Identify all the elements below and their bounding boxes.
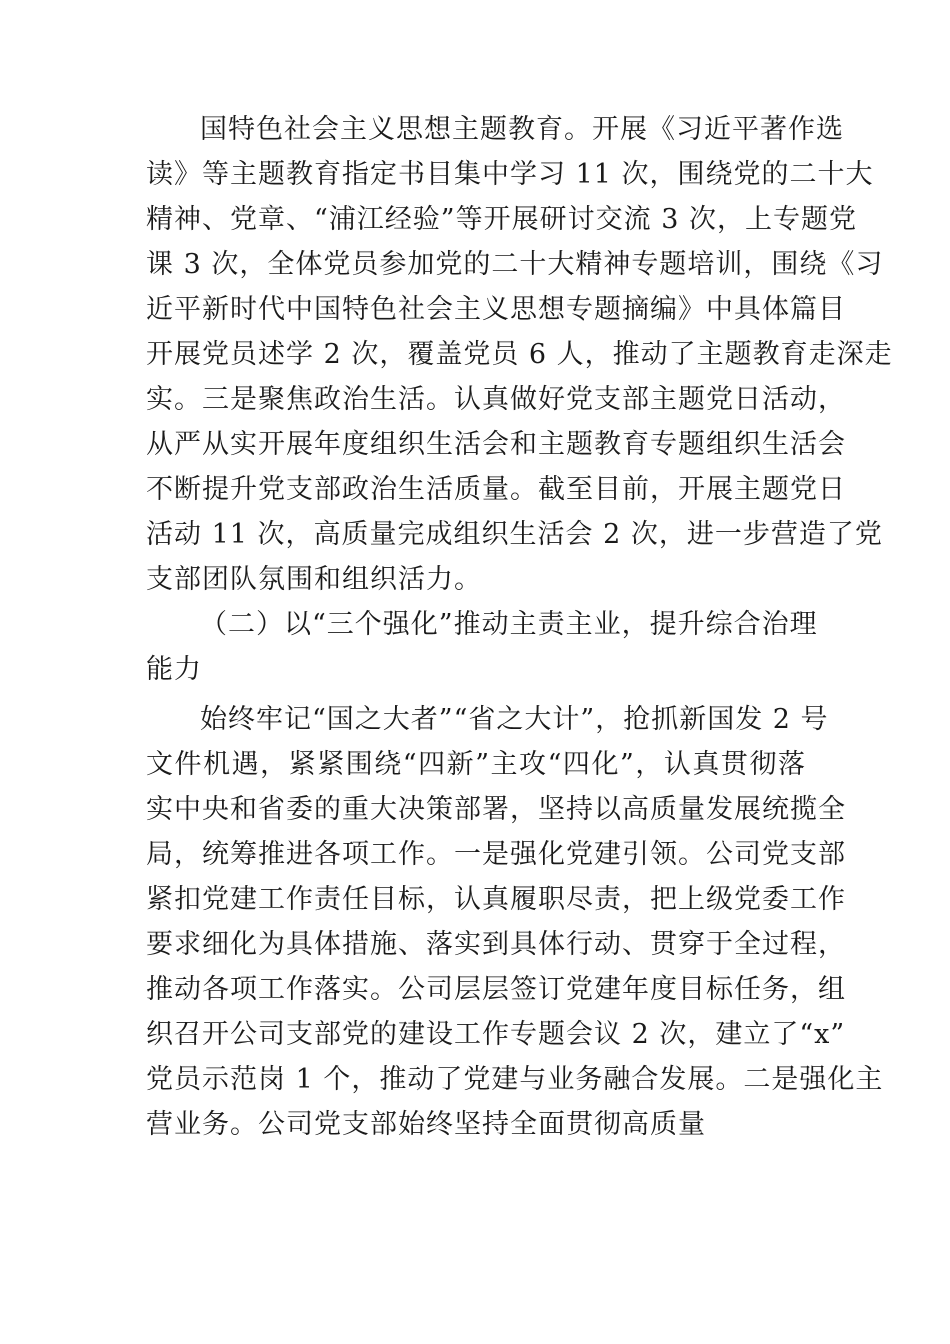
paragraph-line: 读》等主题教育指定书目集中学习 11 次，围绕党的二十大 xyxy=(146,159,874,190)
heading-line: 能力 xyxy=(146,654,202,685)
paragraph-line: 不断提升党支部政治生活质量。截至目前，开展主题党日 xyxy=(146,474,846,505)
paragraph-line: 从严从实开展年度组织生活会和主题教育专题组织生活会 xyxy=(146,429,846,460)
paragraph-line: 国特色社会主义思想主题教育。开展《习近平著作选 xyxy=(200,114,844,145)
paragraph-line: 要求细化为具体措施、落实到具体行动、贯穿于全过程， xyxy=(146,929,846,960)
paragraph-line: 课 3 次，全体党员参加党的二十大精神专题培训，围绕《习 xyxy=(146,249,884,280)
paragraph-line: 推动各项工作落实。公司层层签订党建年度目标任务，组 xyxy=(146,974,846,1005)
paragraph-line: 紧扣党建工作责任目标，认真履职尽责，把上级党委工作 xyxy=(146,884,846,915)
paragraph-line: 文件机遇，紧紧围绕“四新”主攻“四化”，认真贯彻落 xyxy=(146,749,806,780)
heading-line: （二）以“三个强化”推动主责主业，提升综合治理 xyxy=(200,609,818,640)
paragraph-line: 党员示范岗 1 个，推动了党建与业务融合发展。二是强化主 xyxy=(146,1064,884,1095)
paragraph-line: 近平新时代中国特色社会主义思想专题摘编》中具体篇目 xyxy=(146,294,846,325)
paragraph-line: 营业务。公司党支部始终坚持全面贯彻高质量 xyxy=(146,1109,706,1140)
paragraph-line: 始终牢记“国之大者”“省之大计”，抢抓新国发 2 号 xyxy=(200,704,829,735)
paragraph-line: 织召开公司支部党的建设工作专题会议 2 次，建立了“x” xyxy=(146,1019,846,1050)
paragraph-line: 局，统筹推进各项工作。一是强化党建引领。公司党支部 xyxy=(146,839,846,870)
paragraph-line: 开展党员述学 2 次，覆盖党员 6 人，推动了主题教育走深走 xyxy=(146,339,893,370)
paragraph-line: 实中央和省委的重大决策部署，坚持以高质量发展统揽全 xyxy=(146,794,846,825)
paragraph-line: 实。三是聚焦政治生活。认真做好党支部主题党日活动， xyxy=(146,384,846,415)
paragraph-line: 支部团队氛围和组织活力。 xyxy=(146,564,482,595)
paragraph-line: 精神、党章、“浦江经验”等开展研讨交流 3 次，上专题党 xyxy=(146,204,857,235)
paragraph-line: 活动 11 次，高质量完成组织生活会 2 次，进一步营造了党 xyxy=(146,519,883,550)
